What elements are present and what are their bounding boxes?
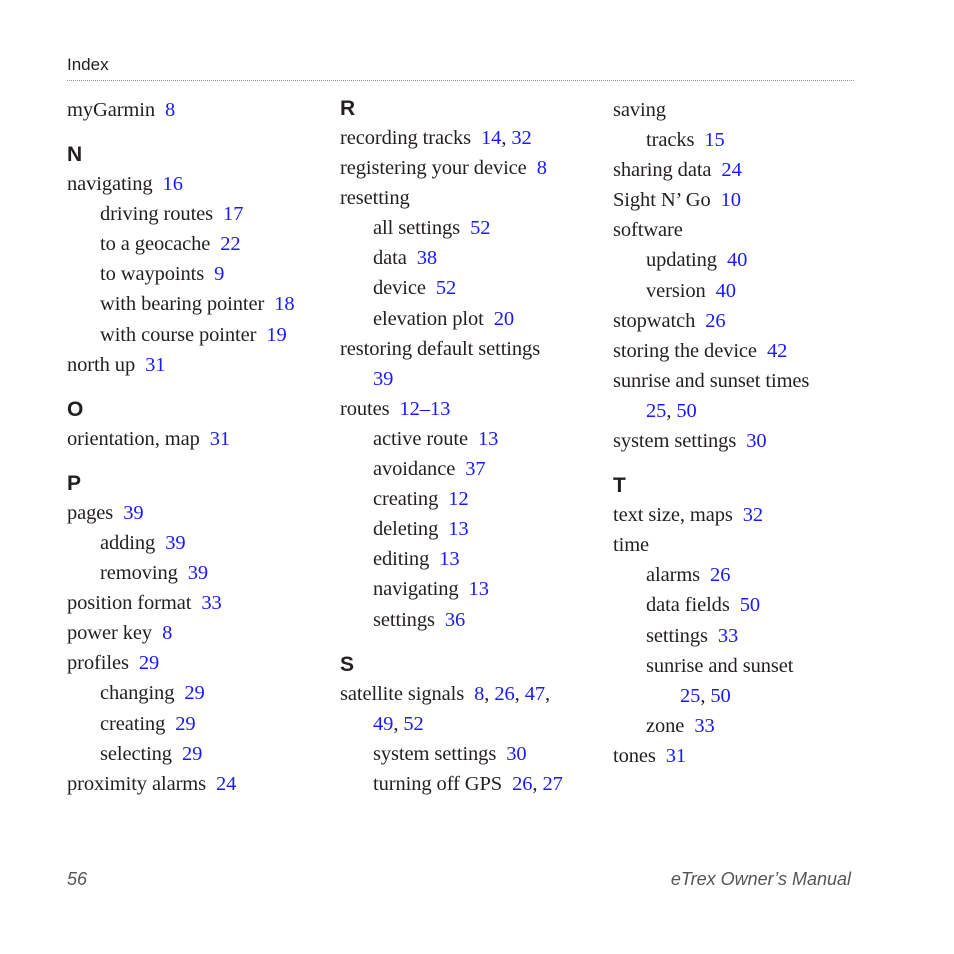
index-entry-continuation: 25, 50 — [646, 399, 697, 422]
index-entry: recording tracks 14, 32 — [340, 127, 532, 149]
index-column-2 — [340, 95, 610, 799]
index-subentry — [67, 739, 337, 769]
page-link[interactable]: 13 — [477, 427, 499, 450]
index-subentry — [613, 621, 883, 651]
page-link[interactable]: 31 — [665, 744, 687, 767]
index-entry — [613, 215, 883, 245]
index-term: text size, maps — [613, 504, 733, 527]
index-entry — [340, 394, 610, 424]
index-term: all settings — [373, 217, 461, 240]
page-link[interactable]: 26 — [494, 682, 515, 705]
index-subentry — [67, 528, 337, 558]
index-entry — [67, 648, 337, 678]
index-column-3 — [613, 95, 883, 771]
index-entry — [67, 769, 337, 799]
index-subentry — [613, 711, 883, 741]
index-term: pages — [67, 501, 114, 524]
index-term: routes — [340, 397, 390, 420]
page-link[interactable]: 39 — [187, 562, 209, 585]
index-subentry — [67, 199, 337, 229]
page-link[interactable]: 39 — [373, 367, 394, 390]
page-link[interactable]: 37 — [465, 458, 486, 481]
page-link[interactable]: 10 — [720, 189, 741, 212]
page-link[interactable]: 16 — [162, 173, 183, 196]
index-term: registering your device — [340, 157, 527, 180]
index-subentry — [340, 739, 610, 769]
index-subentry — [613, 590, 883, 620]
page-link[interactable]: 52 — [435, 277, 457, 300]
index-term: sunrise and sunset times — [613, 369, 810, 392]
index-entry — [340, 153, 610, 183]
index-term: settings — [373, 608, 435, 631]
page-link[interactable]: 32 — [511, 127, 532, 149]
index-subentry — [67, 229, 337, 259]
index-subentry — [340, 424, 610, 454]
page-link[interactable]: 15 — [704, 129, 725, 152]
page-link[interactable]: 47 — [524, 682, 546, 705]
index-term: settings — [646, 624, 708, 647]
index-term: myGarmin — [67, 99, 156, 121]
index-term: avoidance — [373, 458, 456, 481]
index-column-1 — [67, 95, 337, 799]
index-term: proximity alarms — [67, 772, 207, 795]
index-subentry — [67, 259, 337, 289]
index-letter-heading: S — [340, 652, 355, 676]
index-term: software — [613, 219, 683, 242]
index-subentry — [340, 544, 610, 574]
page-link[interactable]: 31 — [209, 427, 231, 450]
index-term: with course pointer — [100, 323, 257, 346]
page-link[interactable]: 24 — [216, 772, 237, 795]
index-term: restoring default settings — [340, 337, 541, 360]
index-term: to waypoints — [100, 263, 205, 286]
page-link[interactable]: 30 — [506, 742, 527, 765]
index-entry — [67, 95, 337, 125]
page-link[interactable]: 29 — [181, 742, 203, 765]
page-link[interactable]: 8 — [162, 622, 173, 645]
page-link[interactable]: 26 — [512, 772, 533, 795]
index-term: driving routes — [100, 203, 214, 226]
index-term: north up — [67, 353, 136, 376]
page-link[interactable]: 39 — [165, 531, 186, 554]
page-link[interactable]: 13 — [448, 518, 469, 541]
index-entry — [340, 334, 610, 364]
index-subentry — [340, 605, 610, 635]
page-link[interactable]: 33 — [717, 624, 739, 647]
index-term: device — [373, 277, 426, 300]
page-link[interactable]: 33 — [201, 592, 222, 615]
running-header: Index — [67, 55, 109, 74]
index-entry — [340, 183, 610, 213]
index-subentry — [67, 558, 337, 588]
page-link[interactable]: 26 — [710, 564, 731, 587]
page-link[interactable]: 8 — [536, 157, 547, 180]
page-link[interactable]: 13 — [468, 578, 489, 601]
index-subentry — [340, 213, 610, 243]
index-subentry — [340, 273, 610, 303]
index-subentry — [67, 320, 337, 350]
index-term: data — [373, 247, 407, 270]
index-entry — [67, 350, 337, 380]
page-link[interactable]: 32 — [742, 504, 764, 527]
index-subentry — [67, 289, 337, 319]
index-term: changing — [100, 682, 175, 705]
page-link[interactable]: 29 — [184, 682, 205, 705]
page-link[interactable]: 30 — [746, 430, 767, 453]
page-link[interactable]: 52 — [403, 712, 424, 735]
page-link[interactable]: 50 — [739, 594, 761, 617]
page-link[interactable]: 8 — [165, 99, 176, 121]
page-link[interactable]: 29 — [138, 652, 160, 675]
index-entry — [613, 426, 883, 456]
page-link[interactable]: 50 — [710, 684, 731, 707]
index-term: saving — [613, 99, 666, 121]
page-link[interactable]: 49 — [373, 712, 394, 735]
page-link[interactable]: 8 — [474, 682, 485, 705]
index-subentry — [340, 574, 610, 604]
index-term: power key — [67, 622, 153, 645]
index-term: system settings — [613, 430, 737, 453]
page-link[interactable]: 12–13 — [399, 397, 451, 420]
index-entry: satellite signals 8, 26, 47, — [340, 682, 551, 705]
page-link[interactable]: 22 — [220, 233, 241, 256]
index-entry — [613, 500, 883, 530]
index-letter-heading: O — [67, 397, 84, 421]
index-entry-continuation: 25, 50 — [680, 684, 731, 707]
page-link[interactable]: 38 — [416, 247, 438, 270]
index-entry — [67, 498, 337, 528]
index-term: updating — [646, 249, 717, 272]
index-subentry: turning off GPS 26, 27 — [373, 772, 563, 795]
index-term: adding — [100, 531, 156, 554]
index-term: with bearing pointer — [100, 293, 265, 316]
index-term: turning off GPS — [373, 772, 503, 795]
index-term: deleting — [373, 518, 439, 541]
index-letter-heading: N — [67, 143, 83, 167]
header-divider — [67, 80, 854, 81]
page-link[interactable]: 13 — [439, 548, 460, 571]
index-term: resetting — [340, 187, 410, 210]
page-link[interactable]: 25 — [646, 399, 667, 422]
manual-title: eTrex Owner’s Manual — [670, 869, 851, 889]
page-link[interactable]: 14 — [481, 127, 502, 149]
index-term: Sight N’ Go — [613, 189, 711, 212]
index-term: system settings — [373, 742, 497, 765]
index-subentry — [613, 276, 883, 306]
index-term: storing the device — [613, 339, 757, 362]
page-link[interactable]: 52 — [470, 217, 491, 240]
page-link[interactable]: 17 — [223, 203, 244, 226]
index-subentry — [340, 243, 610, 273]
page-link[interactable]: 50 — [676, 399, 697, 422]
index-entry — [67, 169, 337, 199]
page-link[interactable]: 40 — [726, 249, 748, 272]
index-entry — [67, 424, 337, 454]
index-term: selecting — [100, 742, 172, 765]
index-term: tones — [613, 744, 656, 767]
index-entry — [613, 366, 883, 396]
page-link[interactable]: 26 — [705, 309, 726, 332]
index-term: active route — [373, 427, 468, 450]
index-entry-continuation — [340, 364, 610, 394]
index-entry — [613, 185, 883, 215]
index-subentry — [340, 454, 610, 484]
index-term: recording tracks — [340, 127, 472, 149]
index-entry — [613, 336, 883, 366]
index-term: sunrise and sunset — [646, 654, 794, 677]
index-term: removing — [100, 562, 178, 585]
page-link[interactable]: 40 — [715, 279, 736, 302]
index-term: navigating — [373, 578, 459, 601]
page-link[interactable]: 33 — [694, 714, 715, 737]
index-term: to a geocache — [100, 233, 211, 256]
index-subentry — [613, 245, 883, 275]
page-link[interactable]: 42 — [766, 339, 788, 362]
page-link[interactable]: 31 — [145, 353, 166, 376]
index-term: time — [613, 534, 650, 557]
index-term: stopwatch — [613, 309, 696, 332]
index-subentry — [340, 514, 610, 544]
index-letter-heading: R — [340, 97, 356, 120]
index-entry — [613, 155, 883, 185]
page-link[interactable]: 39 — [123, 501, 144, 524]
index-term: orientation, map — [67, 427, 200, 450]
index-term: zone — [646, 714, 685, 737]
page-number: 56 — [67, 869, 88, 889]
page-link[interactable]: 19 — [266, 323, 287, 346]
page-link[interactable]: 20 — [493, 307, 515, 330]
index-term: data fields — [646, 594, 730, 617]
index-term: alarms — [646, 564, 701, 587]
page-link[interactable]: 36 — [444, 608, 466, 631]
index-entry-continuation: 49, 52 — [373, 712, 424, 735]
index-term: navigating — [67, 173, 153, 196]
index-term: tracks — [646, 129, 695, 152]
page-link[interactable]: 25 — [680, 684, 701, 707]
index-entry — [613, 95, 883, 125]
index-entry — [613, 306, 883, 336]
index-subentry — [340, 304, 610, 334]
index-letter-heading: P — [67, 471, 82, 495]
index-term: satellite signals — [340, 682, 465, 705]
index-entry — [613, 741, 883, 771]
index-subentry — [613, 560, 883, 590]
index-entry — [67, 588, 337, 618]
index-subentry — [613, 651, 883, 681]
page-link[interactable]: 29 — [175, 712, 196, 735]
page-link[interactable]: 9 — [214, 263, 225, 286]
page-link[interactable]: 18 — [274, 293, 295, 316]
index-subentry — [67, 709, 337, 739]
index-term: editing — [373, 548, 430, 571]
index-subentry — [613, 125, 883, 155]
index-letter-heading: T — [613, 474, 626, 498]
index-term: version — [646, 279, 706, 302]
index-subentry — [67, 678, 337, 708]
index-term: profiles — [67, 652, 129, 675]
page-link[interactable]: 27 — [542, 772, 563, 795]
index-term: creating — [373, 488, 439, 511]
index-term: position format — [67, 592, 192, 615]
index-entry — [67, 618, 337, 648]
index-term: sharing data — [613, 159, 712, 182]
index-entry — [613, 530, 883, 560]
index-term: creating — [100, 712, 166, 735]
page-link[interactable]: 12 — [448, 488, 469, 511]
index-term: elevation plot — [373, 307, 484, 330]
index-subentry — [340, 484, 610, 514]
page-link[interactable]: 24 — [721, 159, 742, 182]
